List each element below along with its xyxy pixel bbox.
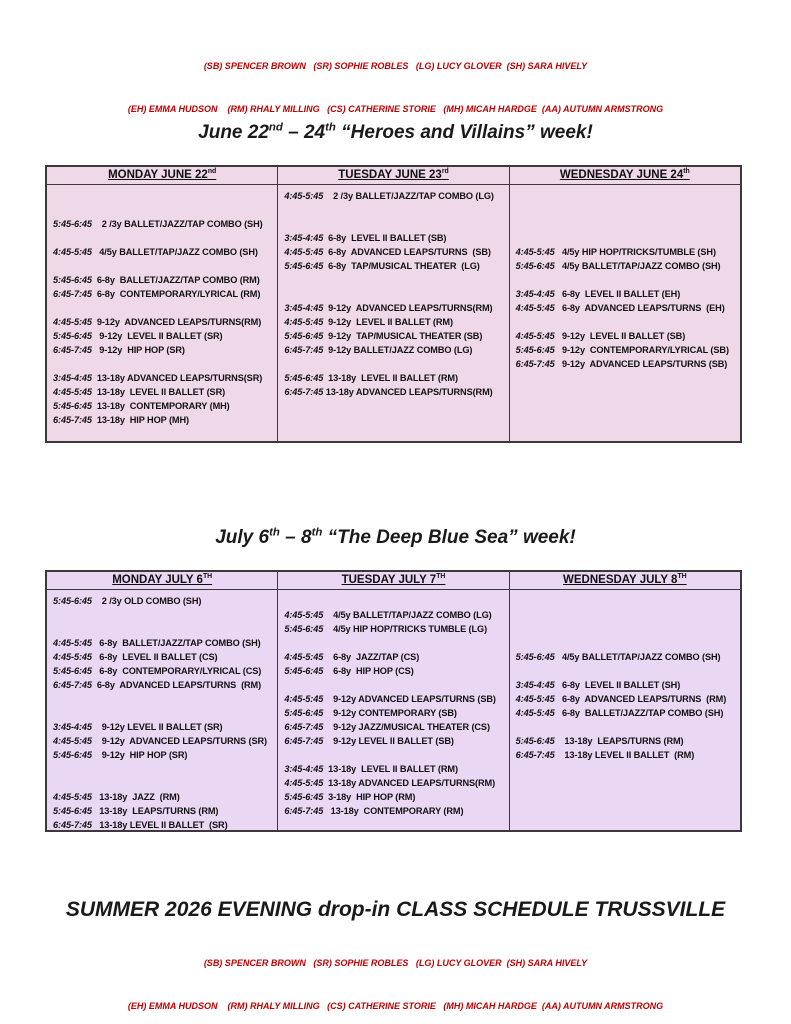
schedule-line: 5:45-6:45 9-12y TAP/MUSICAL THEATER (SB) xyxy=(284,331,483,341)
june-column-monday xyxy=(47,185,277,441)
class-time: 4:45-5:45 xyxy=(284,652,324,662)
schedule-line: 4:45-5:45 4/5y HIP HOP/TRICKS/TUMBLE (SH) xyxy=(515,247,716,257)
class-time: 5:45-6:45 xyxy=(53,750,92,760)
class-time: 6:45-7:45 xyxy=(284,722,324,732)
schedule-line: 4:45-5:45 6-8y ADVANCED LEAPS/TURNS (RM) xyxy=(515,694,727,704)
schedule-blank-line xyxy=(516,636,735,650)
schedule-blank-line xyxy=(516,203,735,217)
schedule-line: 4:45-5:45 9-12y LEVEL II BALLET (SB) xyxy=(515,331,686,341)
schedule-line: 5:45-6:45 4/5y HIP HOP/TRICKS TUMBLE (LG) xyxy=(284,624,488,634)
schedule-blank-line xyxy=(516,231,735,245)
schedule-line: 6:45-7:45 13-18y ADVANCED LEAPS/TURNS(RM) xyxy=(284,387,493,397)
july-header-wednesday xyxy=(509,572,740,589)
schedule-blank-line xyxy=(516,189,735,203)
schedule-line: 3:45-4:45 6-8y LEVEL II BALLET (EH) xyxy=(515,289,681,299)
class-time: 6:45-7:45 xyxy=(284,387,324,397)
class-time: 4:45-5:45 xyxy=(53,247,92,257)
class-time: 5:45-6:45 xyxy=(515,736,555,746)
schedule-line: 3:45-4:45 6-8y LEVEL II BALLET (SH) xyxy=(515,680,681,690)
schedule-line: 5:45-6:45 13-18y LEAPS/TURNS (RM) xyxy=(515,736,684,746)
schedule-blank-line xyxy=(516,608,735,622)
schedule-blank-line xyxy=(284,678,503,692)
schedule-line: 5:45-6:45 6-8y HIP HOP (CS) xyxy=(284,666,414,676)
footer-title: SUMMER 2026 EVENING drop-in CLASS SCHEDULE TRUSSVILLE xyxy=(65,898,726,921)
june-column-tuesday xyxy=(277,185,508,441)
schedule-line: 3:45-4:45 6-8y LEVEL II BALLET (SB) xyxy=(284,233,447,243)
schedule-blank-line xyxy=(53,231,272,245)
class-time: 5:45-6:45 xyxy=(284,261,324,271)
class-time: 5:45-6:45 xyxy=(284,624,324,634)
schedule-line: 6:45-7:45 6-8y ADVANCED LEAPS/TURNS (RM) xyxy=(53,680,262,690)
june-header-wednesday-label: WEDNESDAY JUNE 24 xyxy=(559,169,684,181)
class-time: 4:45-5:45 xyxy=(53,736,92,746)
june-column-wednesday xyxy=(509,185,740,441)
class-time: 5:45-6:45 xyxy=(53,275,92,285)
july-header-tuesday-label: TUESDAY JULY 7 xyxy=(341,574,437,586)
schedule-blank-line xyxy=(284,287,503,301)
schedule-line: 4:45-5:45 9-12y LEVEL II BALLET (RM) xyxy=(284,317,453,327)
june-week-title xyxy=(0,122,791,144)
schedule-line: 5:45-6:45 6-8y CONTEMPORARY/LYRICAL (CS) xyxy=(53,666,262,676)
class-time: 4:45-5:45 xyxy=(515,694,555,704)
schedule-line: 5:45-6:45 13-18y LEAPS/TURNS (RM) xyxy=(53,806,219,816)
class-time: 4:45-5:45 xyxy=(284,247,324,257)
schedule-line: 6:45-7:45 9-12y LEVEL II BALLET (SB) xyxy=(284,736,454,746)
class-time: 5:45-6:45 xyxy=(53,596,92,606)
class-time: 6:45-7:45 xyxy=(53,820,92,830)
class-time: 6:45-7:45 xyxy=(515,750,555,760)
class-time: 4:45-5:45 xyxy=(515,303,555,313)
june-header-tuesday xyxy=(277,167,508,184)
class-time: 4:45-5:45 xyxy=(53,792,92,802)
class-time: 3:45-4:45 xyxy=(53,373,92,383)
schedule-line: 4:45-5:45 2 /3y BALLET/JAZZ/TAP COMBO (LG) xyxy=(284,191,494,201)
schedule-blank-line xyxy=(516,315,735,329)
class-time: 6:45-7:45 xyxy=(53,289,92,299)
schedule-blank-line xyxy=(53,706,272,720)
schedule-blank-line xyxy=(53,259,272,273)
teacher-legend-bottom xyxy=(0,941,791,1024)
schedule-blank-line xyxy=(284,357,503,371)
schedule-line: 4:45-5:45 9-12y ADVANCED LEAPS/TURNS (SB) xyxy=(284,694,496,704)
class-time: 5:45-6:45 xyxy=(53,401,92,411)
class-time: 6:45-7:45 xyxy=(284,345,324,355)
schedule-line: 4:45-5:45 13-18y ADVANCED LEAPS/TURNS(RM) xyxy=(284,778,496,788)
schedule-line: 4:45-5:45 6-8y LEVEL II BALLET (CS) xyxy=(53,652,218,662)
class-time: 4:45-5:45 xyxy=(515,331,555,341)
class-time: 3:45-4:45 xyxy=(53,722,92,732)
schedule-blank-line xyxy=(53,608,272,622)
class-time: 5:45-6:45 xyxy=(284,708,324,718)
class-time: 4:45-5:45 xyxy=(515,708,555,718)
schedule-line: 4:45-5:45 6-8y BALLET/JAZZ/TAP COMBO (SH) xyxy=(515,708,724,718)
schedule-blank-line xyxy=(516,664,735,678)
july-column-monday xyxy=(47,590,277,830)
teacher-legend-line-1: (SB) SPENCER BROWN (SR) SOPHIE ROBLES (LG) LUCY GLOVER (SH) SARA HIVELY xyxy=(203,958,588,968)
class-time: 4:45-5:45 xyxy=(284,610,324,620)
schedule-blank-line xyxy=(53,301,272,315)
class-time: 5:45-6:45 xyxy=(284,666,324,676)
june-title-range: – 24 xyxy=(282,122,326,143)
july-week-title xyxy=(0,527,791,549)
teacher-legend-line-1: (SB) SPENCER BROWN (SR) SOPHIE ROBLES (LG) LUCY GLOVER (SH) SARA HIVELY xyxy=(203,61,588,71)
june-header-monday-ordinal: nd xyxy=(207,168,217,176)
class-time: 5:45-6:45 xyxy=(284,792,324,802)
class-time: 6:45-7:45 xyxy=(284,736,324,746)
schedule-blank-line xyxy=(516,622,735,636)
schedule-blank-line xyxy=(284,748,503,762)
schedule-line: 4:45-5:45 6-8y ADVANCED LEAPS/TURNS (SB) xyxy=(284,247,491,257)
june-table-body xyxy=(47,185,740,441)
class-time: 4:45-5:45 xyxy=(53,638,92,648)
june-schedule-table xyxy=(45,165,742,443)
schedule-line: 5:45-6:45 2 /3y BALLET/JAZZ/TAP COMBO (SH) xyxy=(53,219,263,229)
schedule-line: 6:45-7:45 9-12y JAZZ/MUSICAL THEATER (CS) xyxy=(284,722,490,732)
class-time: 4:45-5:45 xyxy=(53,387,92,397)
teacher-legend-line-2: (EH) EMMA HUDSON (RM) RHALY MILLING (CS) CATHERINE STORIE (MH) MICAH HARDGE (AA) AUTUMN ARMSTRONG xyxy=(127,104,664,114)
june-title-theme: “Heroes and Villains” week! xyxy=(335,122,593,143)
schedule-line: 4:45-5:45 6-8y JAZZ/TAP (CS) xyxy=(284,652,420,662)
class-time: 6:45-7:45 xyxy=(515,359,555,369)
class-time: 4:45-5:45 xyxy=(284,317,324,327)
schedule-blank-line xyxy=(53,776,272,790)
schedule-line: 5:45-6:45 3-18y HIP HOP (RM) xyxy=(284,792,416,802)
schedule-line: 5:45-6:45 6-8y BALLET/JAZZ/TAP COMBO (RM) xyxy=(53,275,260,285)
june-header-wednesday-ordinal: th xyxy=(683,168,690,176)
schedule-line: 6:45-7:45 9-12y BALLET/JAZZ COMBO (LG) xyxy=(284,345,473,355)
july-header-wednesday-label: WEDNESDAY JULY 8 xyxy=(563,574,678,586)
june-header-monday xyxy=(47,167,277,184)
class-time: 5:45-6:45 xyxy=(515,345,555,355)
july-header-tuesday-ordinal: TH xyxy=(436,573,446,581)
schedule-line: 4:45-5:45 4/5y BALLET/TAP/JAZZ COMBO (SH) xyxy=(53,247,258,257)
schedule-line: 3:45-4:45 13-18y ADVANCED LEAPS/TURNS(SR) xyxy=(53,373,263,383)
schedule-blank-line xyxy=(516,720,735,734)
july-schedule-table xyxy=(45,570,742,832)
july-title-range: – 8 xyxy=(279,527,312,548)
schedule-line: 5:45-6:45 2 /3y OLD COMBO (SH) xyxy=(53,596,202,606)
schedule-line: 4:45-5:45 9-12y ADVANCED LEAPS/TURNS(RM) xyxy=(53,317,262,327)
schedule-line: 4:45-5:45 9-12y ADVANCED LEAPS/TURNS (SR) xyxy=(53,736,268,746)
schedule-line: 3:45-4:45 9-12y ADVANCED LEAPS/TURNS(RM) xyxy=(284,303,493,313)
class-time: 4:45-5:45 xyxy=(515,247,555,257)
july-title-ordinal-2: th xyxy=(311,526,323,539)
class-time: 6:45-7:45 xyxy=(284,806,324,816)
class-time: 4:45-5:45 xyxy=(53,317,92,327)
class-time: 5:45-6:45 xyxy=(53,331,92,341)
july-table-header-row xyxy=(47,572,740,590)
schedule-blank-line xyxy=(53,203,272,217)
schedule-line: 6:45-7:45 6-8y CONTEMPORARY/LYRICAL (RM) xyxy=(53,289,261,299)
schedule-line: 4:45-5:45 4/5y BALLET/TAP/JAZZ COMBO (LG) xyxy=(284,610,492,620)
schedule-line: 5:45-6:45 13-18y CONTEMPORARY (MH) xyxy=(53,401,230,411)
class-time: 5:45-6:45 xyxy=(53,666,92,676)
schedule-line: 6:45-7:45 9-12y HIP HOP (SR) xyxy=(53,345,185,355)
june-title-ordinal-2: th xyxy=(325,121,336,134)
class-time: 3:45-4:45 xyxy=(515,680,555,690)
july-title-theme: “The Deep Blue Sea” week! xyxy=(322,527,576,548)
class-time: 5:45-6:45 xyxy=(284,373,324,383)
schedule-blank-line xyxy=(516,217,735,231)
schedule-line: 6:45-7:45 9-12y ADVANCED LEAPS/TURNS (SB) xyxy=(515,359,728,369)
june-header-monday-label: MONDAY JUNE 22 xyxy=(108,169,208,181)
june-header-tuesday-label: TUESDAY JUNE 23 xyxy=(338,169,442,181)
schedule-blank-line xyxy=(284,594,503,608)
class-time: 3:45-4:45 xyxy=(284,303,324,313)
july-header-monday-ordinal: TH xyxy=(202,573,213,581)
schedule-blank-line xyxy=(53,692,272,706)
schedule-blank-line xyxy=(53,189,272,203)
class-time: 5:45-6:45 xyxy=(515,652,555,662)
schedule-line: 4:45-5:45 6-8y ADVANCED LEAPS/TURNS (EH) xyxy=(515,303,725,313)
class-time: 6:45-7:45 xyxy=(53,415,92,425)
class-time: 4:45-5:45 xyxy=(284,191,324,201)
schedule-blank-line xyxy=(53,622,272,636)
schedule-line: 6:45-7:45 13-18y CONTEMPORARY (RM) xyxy=(284,806,464,816)
july-header-monday-label: MONDAY JULY 6 xyxy=(112,574,203,586)
july-header-monday xyxy=(47,572,277,589)
july-title-text: July 6 xyxy=(215,527,270,548)
class-time: 3:45-4:45 xyxy=(515,289,555,299)
schedule-blank-line xyxy=(516,273,735,287)
july-table-body xyxy=(47,590,740,830)
schedule-blank-line xyxy=(284,273,503,287)
class-time: 5:45-6:45 xyxy=(284,331,324,341)
class-time: 4:45-5:45 xyxy=(53,652,92,662)
july-header-tuesday xyxy=(277,572,508,589)
june-table-header-row xyxy=(47,167,740,185)
july-header-wednesday-ordinal: TH xyxy=(677,573,687,581)
schedule-line: 3:45-4:45 9-12y LEVEL II BALLET (SR) xyxy=(53,722,223,732)
schedule-line: 4:45-5:45 13-18y LEVEL II BALLET (SR) xyxy=(53,387,226,397)
schedule-line: 4:45-5:45 13-18y JAZZ (RM) xyxy=(53,792,180,802)
july-title-ordinal-1: th xyxy=(269,526,280,539)
teacher-legend-line-2: (EH) EMMA HUDSON (RM) RHALY MILLING (CS) CATHERINE STORIE (MH) MICAH HARDGE (AA) AUTUMN ARMSTRONG xyxy=(127,1001,664,1011)
schedule-line: 6:45-7:45 13-18y LEVEL II BALLET (SR) xyxy=(53,820,228,830)
june-header-wednesday xyxy=(509,167,740,184)
schedule-line: 5:45-6:45 4/5y BALLET/TAP/JAZZ COMBO (SH) xyxy=(515,652,721,662)
june-title-text: June 22 xyxy=(198,122,269,143)
schedule-line: 5:45-6:45 9-12y CONTEMPORARY/LYRICAL (SB) xyxy=(515,345,729,355)
schedule-blank-line xyxy=(284,636,503,650)
schedule-blank-line xyxy=(284,203,503,217)
class-time: 3:45-4:45 xyxy=(284,764,324,774)
schedule-blank-line xyxy=(53,357,272,371)
class-time: 3:45-4:45 xyxy=(284,233,324,243)
schedule-line: 5:45-6:45 4/5y BALLET/TAP/JAZZ COMBO (SH) xyxy=(515,261,721,271)
schedule-line: 3:45-4:45 13-18y LEVEL II BALLET (RM) xyxy=(284,764,458,774)
june-header-tuesday-ordinal: rd xyxy=(441,168,449,176)
schedule-line: 6:45-7:45 13-18y LEVEL II BALLET (RM) xyxy=(515,750,695,760)
schedule-line: 5:45-6:45 6-8y TAP/MUSICAL THEATER (LG) xyxy=(284,261,480,271)
class-time: 5:45-6:45 xyxy=(515,261,555,271)
schedule-blank-line xyxy=(284,217,503,231)
class-time: 5:45-6:45 xyxy=(53,219,92,229)
schedule-line: 6:45-7:45 13-18y HIP HOP (MH) xyxy=(53,415,189,425)
schedule-blank-line xyxy=(53,762,272,776)
class-time: 5:45-6:45 xyxy=(53,806,92,816)
july-column-wednesday xyxy=(509,590,740,830)
schedule-line: 5:45-6:45 9-12y HIP HOP (SR) xyxy=(53,750,188,760)
class-time: 4:45-5:45 xyxy=(284,778,324,788)
schedule-line: 5:45-6:45 13-18y LEVEL II BALLET (RM) xyxy=(284,373,458,383)
july-column-tuesday xyxy=(277,590,508,830)
june-title-ordinal-1: nd xyxy=(268,121,283,134)
class-time: 6:45-7:45 xyxy=(53,680,92,690)
schedule-line: 4:45-5:45 6-8y BALLET/JAZZ/TAP COMBO (SH) xyxy=(53,638,261,648)
teacher-legend-top xyxy=(0,44,791,132)
schedule-blank-line xyxy=(516,594,735,608)
class-time: 6:45-7:45 xyxy=(53,345,92,355)
schedule-line: 5:45-6:45 9-12y LEVEL II BALLET (SR) xyxy=(53,331,223,341)
class-time: 4:45-5:45 xyxy=(284,694,324,704)
schedule-line: 5:45-6:45 9-12y CONTEMPORARY (SB) xyxy=(284,708,457,718)
